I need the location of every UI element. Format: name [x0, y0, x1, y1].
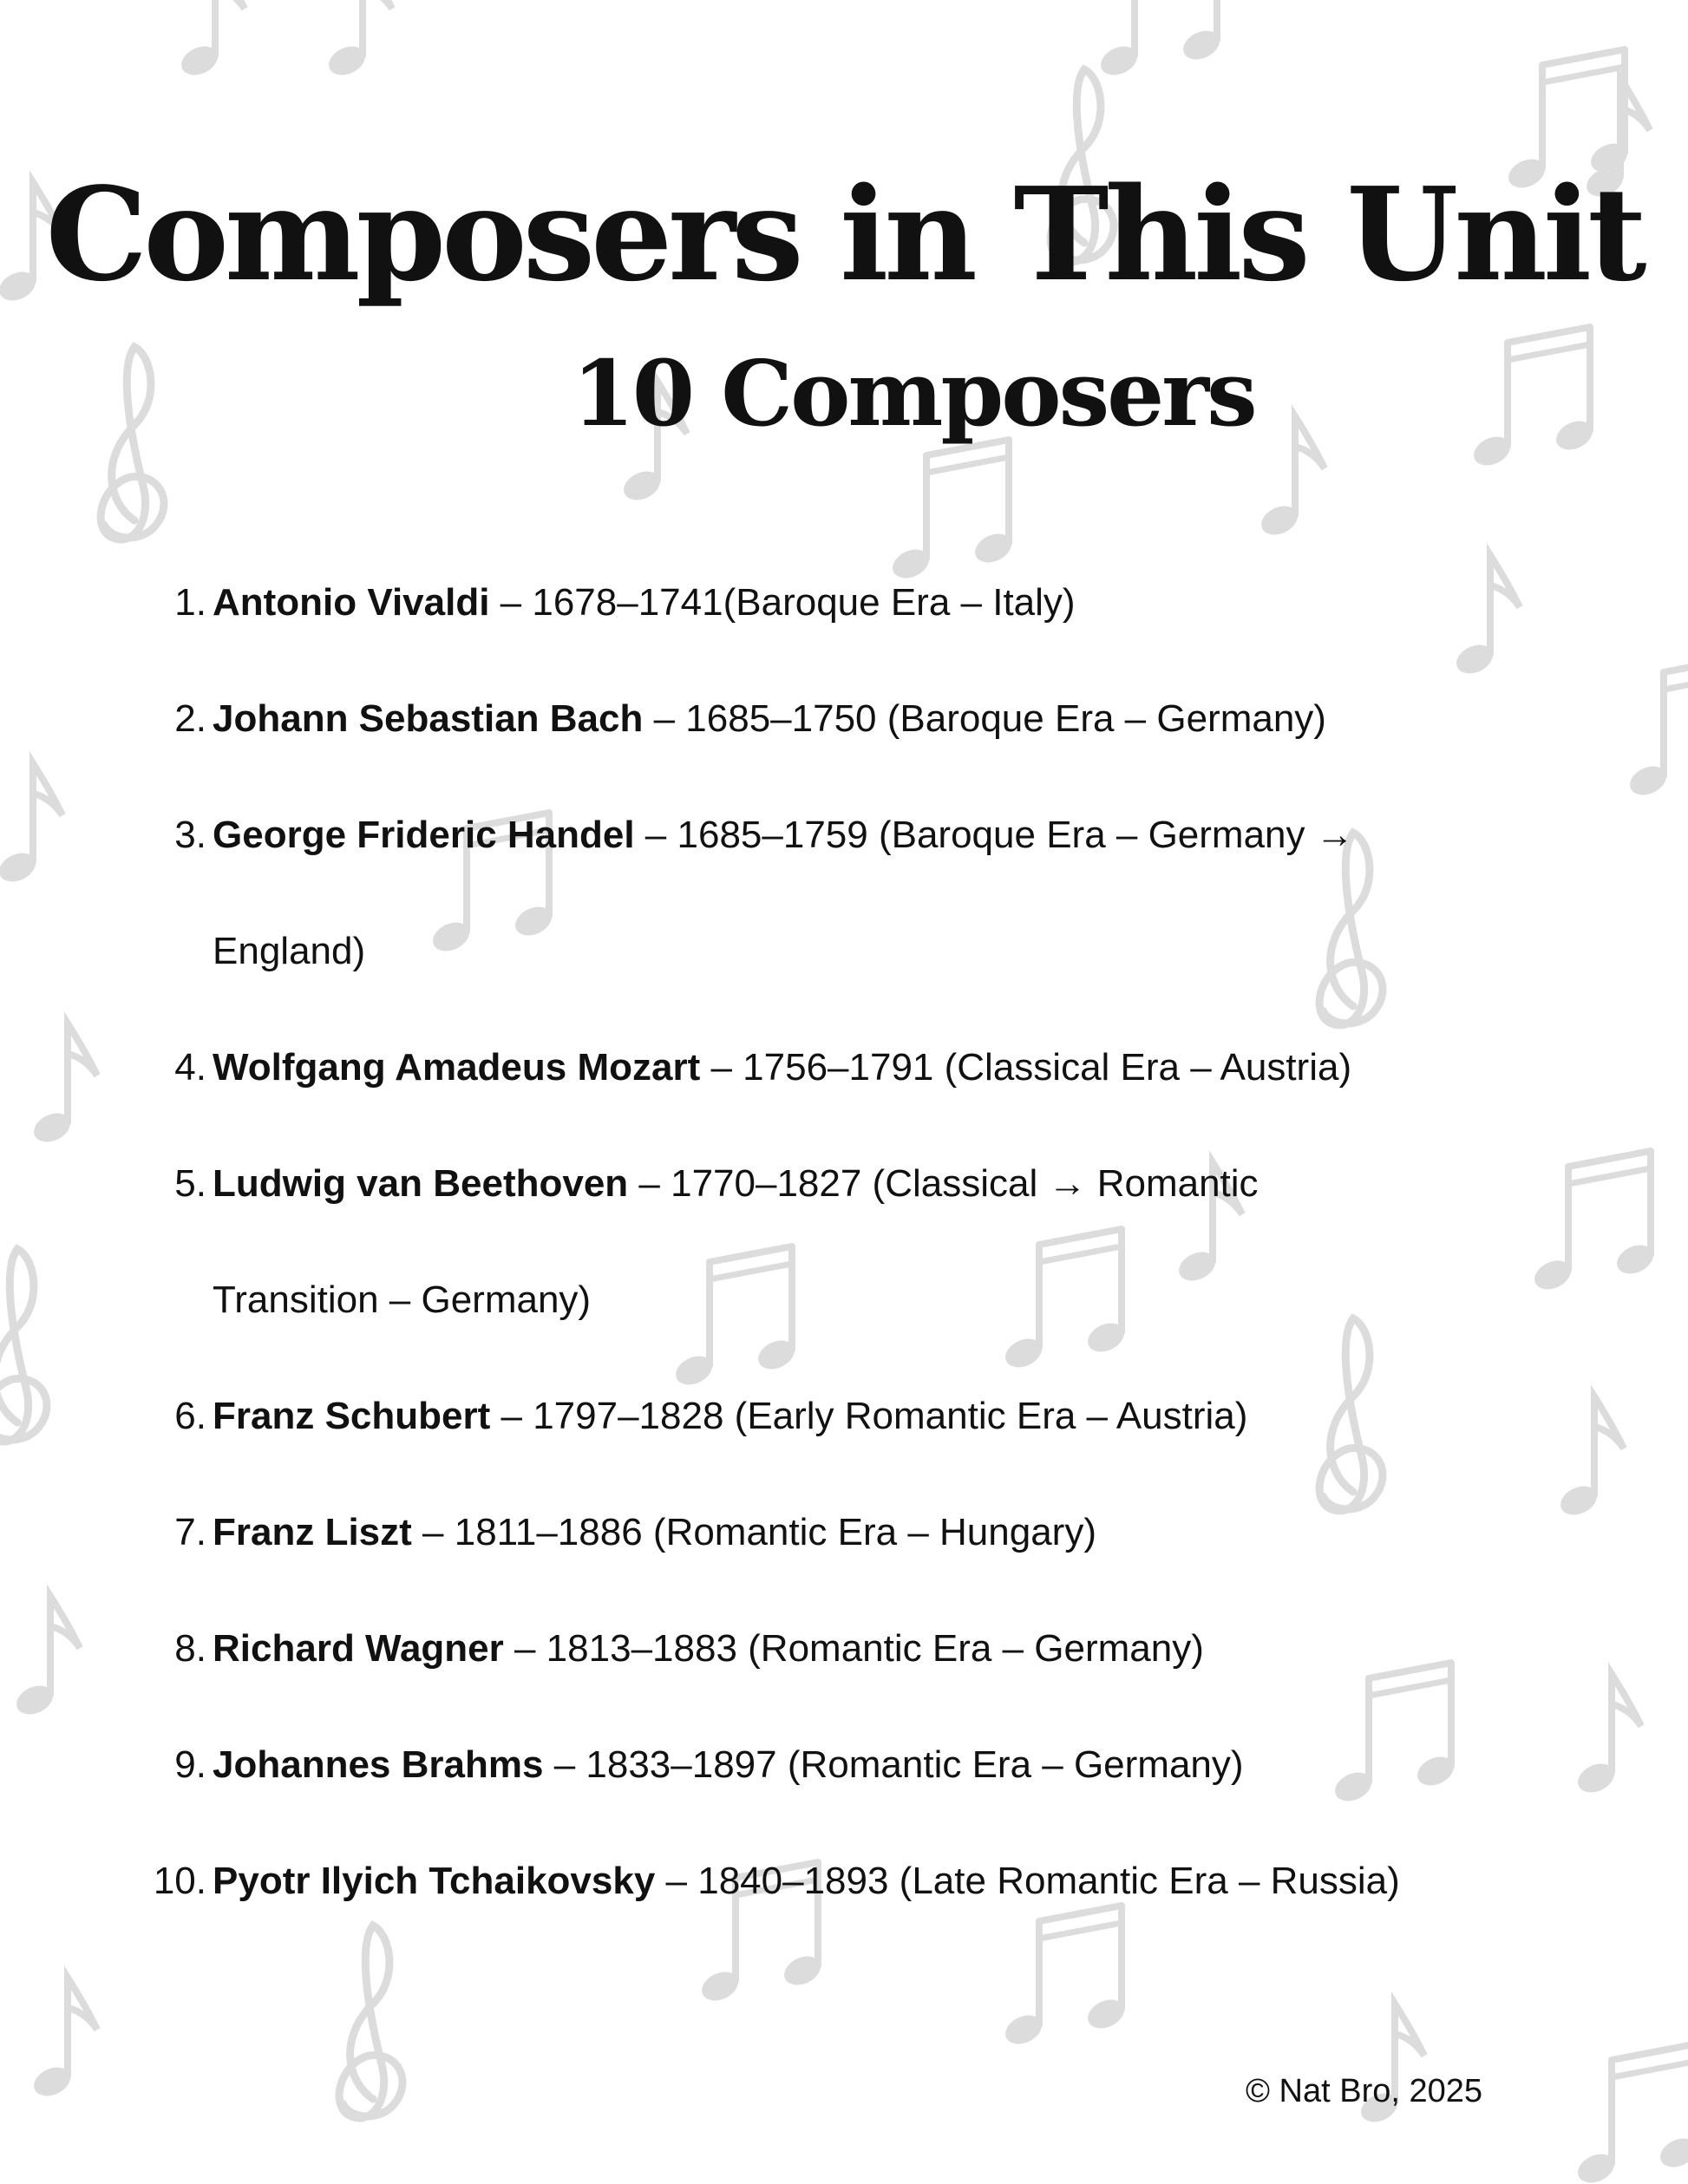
composer-name: Antonio Vivaldi	[213, 581, 490, 624]
item-number: 3.	[174, 814, 206, 856]
composer-name: Wolfgang Amadeus Mozart	[213, 1046, 701, 1089]
copyright-footer: © Nat Bro, 2025	[1246, 2073, 1483, 2109]
item-number: 1.	[174, 581, 206, 624]
item-number: 9.	[174, 1743, 206, 1786]
composer-details: – 1685–1759 (Baroque Era – Germany →	[634, 814, 1354, 856]
composer-name: Pyotr Ilyich Tchaikovsky	[213, 1860, 656, 1902]
composer-details: – 1813–1883 (Romantic Era – Germany)	[503, 1627, 1204, 1670]
item-number: 6.	[174, 1395, 206, 1437]
composer-name: Franz Schubert	[213, 1395, 491, 1437]
item-number: 10.	[153, 1860, 206, 1902]
page-subtitle: 10 Composers	[572, 340, 1255, 447]
composer-details: – 1685–1750 (Baroque Era – Germany)	[643, 697, 1326, 740]
composer-name: Franz Liszt	[213, 1511, 412, 1553]
item-number: 8.	[174, 1627, 206, 1670]
composer-details: – 1840–1893 (Late Romantic Era – Russia)	[655, 1860, 1400, 1902]
composer-details: – 1797–1828 (Early Romantic Era – Austria)	[490, 1395, 1248, 1437]
composer-name: Ludwig van Beethoven	[213, 1162, 629, 1205]
composer-name: George Frideric Handel	[213, 814, 635, 856]
composer-name: Johannes Brahms	[213, 1743, 544, 1786]
page-title: Composers in This Unit	[45, 159, 1643, 310]
composer-details-continuation: England)	[213, 930, 366, 972]
composer-name: Johann Sebastian Bach	[213, 697, 644, 740]
item-number: 7.	[174, 1511, 206, 1553]
item-number: 5.	[174, 1162, 206, 1205]
composer-details-continuation: Transition – Germany)	[213, 1278, 592, 1321]
composer-details: – 1678–1741(Baroque Era – Italy)	[489, 581, 1076, 624]
item-number: 2.	[174, 697, 206, 740]
composer-details: – 1833–1897 (Romantic Era – Germany)	[543, 1743, 1244, 1786]
item-number: 4.	[174, 1046, 206, 1089]
composer-details: – 1770–1827 (Classical → Romantic	[628, 1162, 1259, 1205]
composer-name: Richard Wagner	[213, 1627, 504, 1670]
composer-details: – 1811–1886 (Romantic Era – Hungary)	[411, 1511, 1096, 1553]
composer-details: – 1756–1791 (Classical Era – Austria)	[700, 1046, 1352, 1089]
